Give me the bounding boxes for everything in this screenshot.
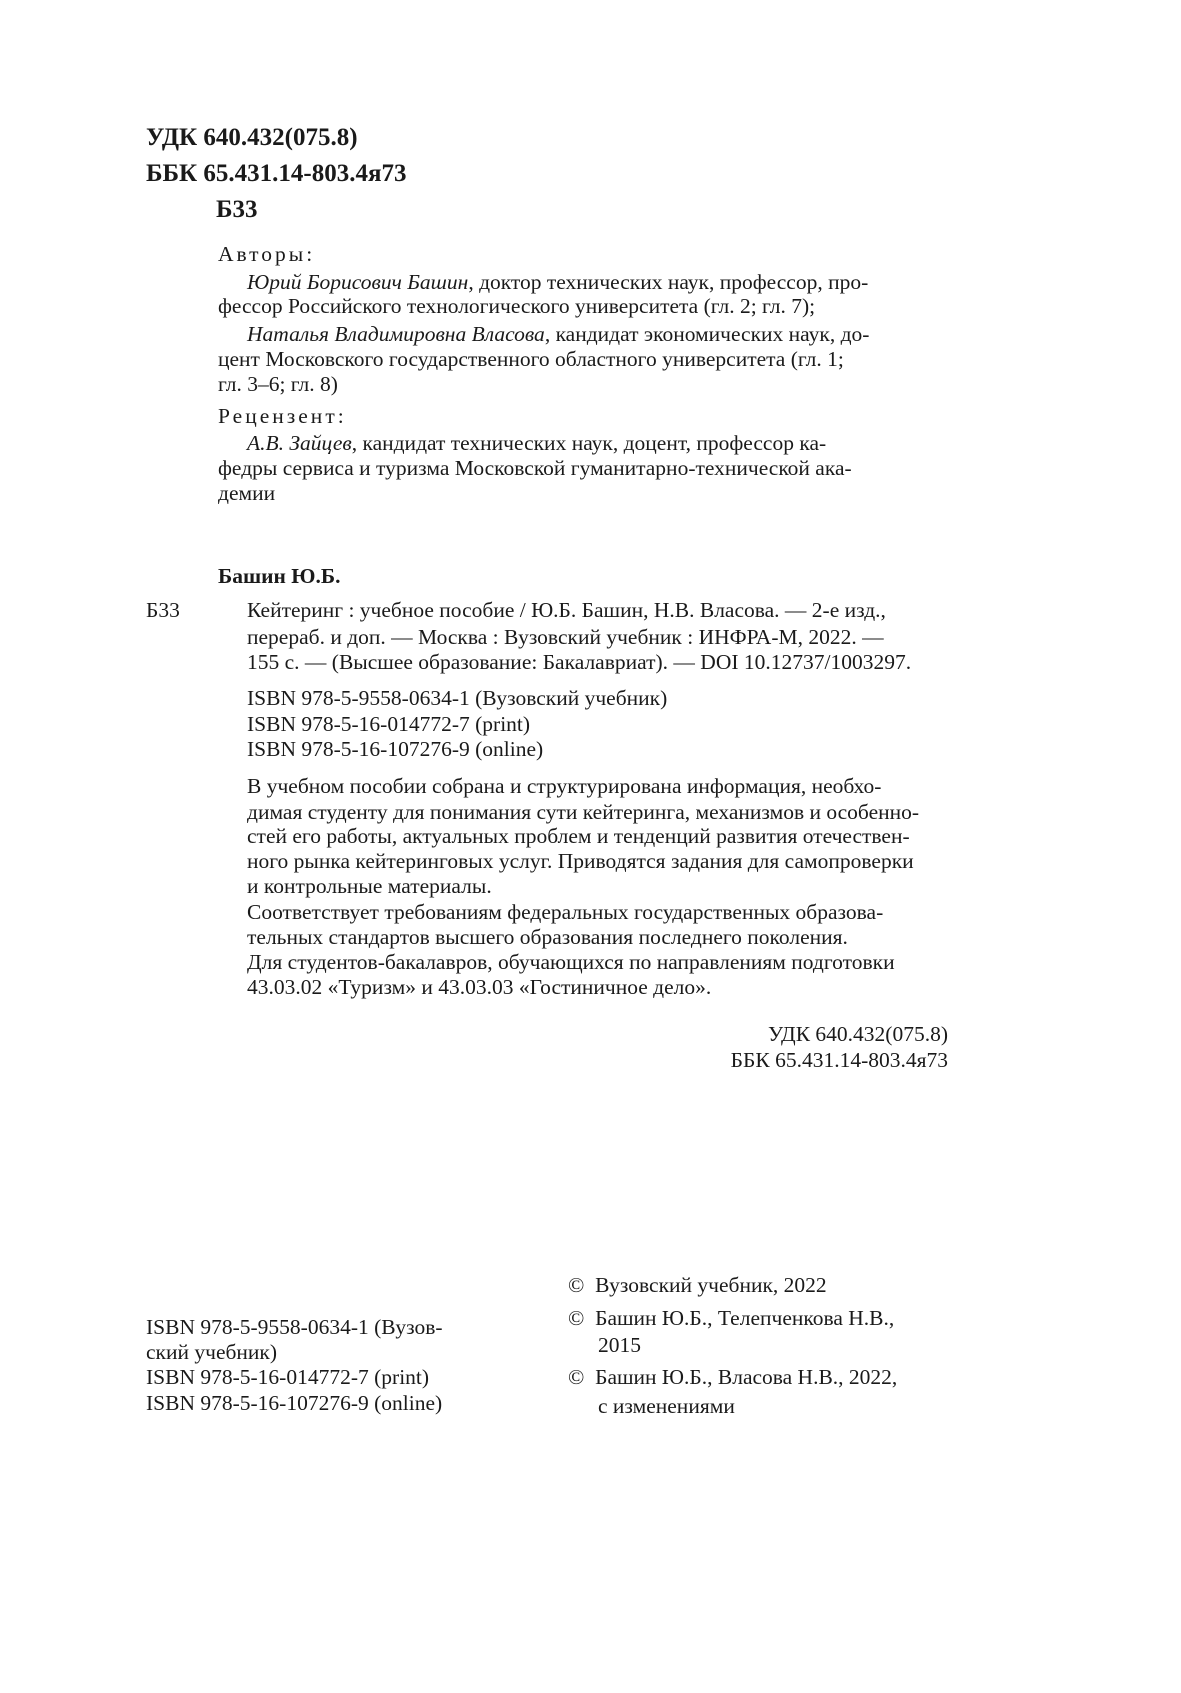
- copyright-3: [568, 1363, 897, 1392]
- abstract-p1-line-3: стей его работы, актуальных проблем и тенденций развития отечествен-: [247, 824, 910, 848]
- bib-isbn-3: ISBN 978-5-16-107276-9 (online): [247, 737, 544, 761]
- author-2-line-2: цент Московского государственного областного университета (гл. 1;: [218, 347, 844, 371]
- reviewer-label: Рецензент:: [218, 404, 347, 428]
- author-1-name: Юрий Борисович Башин: [247, 270, 469, 294]
- reviewer-line-2: федры сервиса и туризма Московской гуманитарно-технической ака-: [218, 456, 852, 480]
- copyright-symbol-3: ©: [568, 1365, 585, 1389]
- abstract-p1-line-2: димая студенту для понимания сути кейтеринга, механизмов и особенно-: [247, 800, 920, 824]
- copyright-1-text: Вузовский учебник, 2022: [595, 1273, 827, 1297]
- footer-bbk-code: ББК 65.431.14-803.4я73: [730, 1048, 948, 1072]
- author-mark: Б33: [216, 196, 258, 223]
- bib-isbn-2: ISBN 978-5-16-014772-7 (print): [247, 712, 531, 736]
- bbk-code: ББК 65.431.14-803.4я73: [146, 160, 407, 187]
- footer-udk-code: УДК 640.432(075.8): [768, 1022, 948, 1046]
- copyright-2-line-2: 2015: [598, 1333, 641, 1357]
- copyright-3-text: Башин Ю.Б., Власова Н.В., 2022,: [595, 1365, 898, 1389]
- author-1-line-2: фессор Российского технологического университета (гл. 2; гл. 7);: [218, 294, 816, 318]
- abstract-p2-line-2: тельных стандартов высшего образования последнего поколения.: [247, 925, 848, 949]
- author-2-desc: , кандидат экономических наук, до-: [544, 322, 870, 346]
- reviewer-name: А.В. Зайцев: [247, 431, 352, 455]
- copyright-1: [568, 1271, 827, 1300]
- authors-label: Авторы:: [218, 242, 316, 266]
- bottom-isbn-line-4: ISBN 978-5-16-107276-9 (online): [146, 1391, 443, 1415]
- author-2-name: Наталья Владимировна Власова: [247, 322, 545, 346]
- copyright-3-line-2: с изменениями: [598, 1394, 735, 1418]
- copyright-symbol-1: ©: [568, 1273, 585, 1297]
- bib-line-3: 155 с. — (Высшее образование: Бакалавриат). — DOI 10.12737/1003297.: [247, 650, 912, 674]
- abstract-p1-line-4: ного рынка кейтеринговых услуг. Приводятся задания для самопроверки: [247, 849, 914, 873]
- abstract-p2-line-1: Соответствует требованиям федеральных государственных образова-: [247, 900, 884, 924]
- bib-line-1: Кейтеринг : учебное пособие / Ю.Б. Башин, Н.В. Власова. — 2-е изд.,: [247, 598, 886, 622]
- abstract-p1-line-5: и контрольные материалы.: [247, 874, 492, 898]
- bib-mark: Б33: [146, 598, 180, 622]
- udk-code: УДК 640.432(075.8): [146, 124, 358, 151]
- bib-author-heading: Башин Ю.Б.: [218, 564, 341, 588]
- author-2-line-3: гл. 3–6; гл. 8): [218, 372, 338, 396]
- author-1-desc: , доктор технических наук, профессор, про-: [468, 270, 869, 294]
- copyright-2: [568, 1304, 894, 1333]
- copyright-2-text: Башин Ю.Б., Телепченкова Н.В.,: [595, 1306, 895, 1330]
- bottom-isbn-line-1: ISBN 978-5-9558-0634-1 (Вузов-: [146, 1315, 443, 1339]
- bib-isbn-1: ISBN 978-5-9558-0634-1 (Вузовский учебник): [247, 686, 668, 710]
- bib-line-2: перераб. и доп. — Москва : Вузовский учебник : ИНФРА-М, 2022. —: [247, 625, 884, 649]
- copyright-symbol-2: ©: [568, 1306, 585, 1330]
- bottom-isbn-line-2: ский учебник): [146, 1340, 278, 1364]
- abstract-p3-line-2: 43.03.02 «Туризм» и 43.03.03 «Гостиничное дело».: [247, 975, 712, 999]
- bottom-isbn-line-3: ISBN 978-5-16-014772-7 (print): [146, 1365, 430, 1389]
- reviewer-desc: , кандидат технических наук, доцент, профессор ка-: [351, 431, 827, 455]
- reviewer-line-3: демии: [218, 481, 276, 505]
- abstract-p1-line-1: В учебном пособии собрана и структурирована информация, необхо-: [247, 774, 882, 798]
- abstract-p3-line-1: Для студентов-бакалавров, обучающихся по направлениям подготовки: [247, 950, 895, 974]
